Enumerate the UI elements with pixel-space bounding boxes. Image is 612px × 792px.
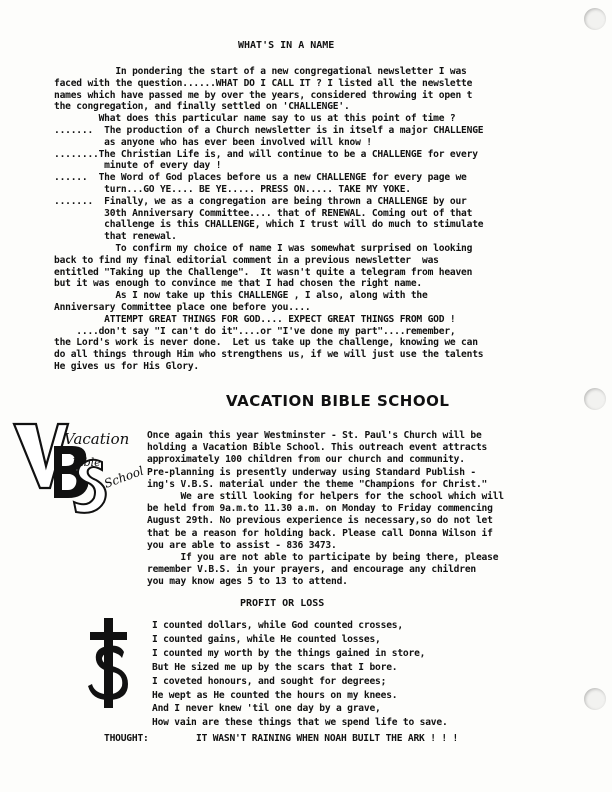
article-line: but it was enough to convince me that I had chosen the right name. bbox=[54, 278, 423, 290]
article-line: back to find my final editorial comment in a previous newsletter was bbox=[54, 254, 439, 266]
article-line: Once again this year Westminster - St. Paul's Church will be bbox=[147, 430, 482, 441]
article-line: We are still looking for helpers for the school which will bbox=[147, 491, 504, 502]
article-line: To confirm my choice of name I was somewhat surprised on looking bbox=[54, 243, 473, 254]
article-line: turn...GO YE.... BE YE..... PRESS ON..... TAKE MY YOKE. bbox=[54, 184, 411, 195]
article-line: ing's V.B.S. material under the theme "Champions for Christ." bbox=[147, 478, 488, 490]
article-line: If you are not able to participate by being there, please bbox=[147, 552, 499, 563]
article-line: 30th Anniversary Committee.... that of RENEWAL. Coming out of that bbox=[54, 207, 473, 219]
punch-hole-middle bbox=[584, 388, 606, 410]
poem-line: I coveted honours, and sought for degrees; bbox=[152, 675, 387, 687]
article-line: ....... Finally, we as a congregation are being thrown a CHALLENGE by our bbox=[54, 195, 467, 207]
article-line: that be a reason for holding back. Please call Donna Wilson if bbox=[147, 527, 493, 539]
article-line: ....don't say "I can't do it"....or "I've done my part"....remember, bbox=[54, 325, 456, 337]
article-line: faced with the question......WHAT DO I CALL IT ? I listed all the newslette bbox=[54, 77, 473, 89]
article-title-vbs: VACATION BIBLE SCHOOL bbox=[226, 392, 450, 410]
article-line: be held from 9a.m.to 11.30 a.m. on Monday to Friday commencing bbox=[147, 503, 493, 515]
article-line: Anniversary Committee place one before you.... bbox=[54, 302, 311, 313]
dollar-cross-icon bbox=[84, 618, 134, 708]
poem-line: I counted gains, while He counted losses, bbox=[152, 633, 381, 645]
article-line: that renewal. bbox=[54, 231, 177, 243]
article-line: approximately 100 children from our church and community. bbox=[147, 454, 465, 466]
article-line: He gives us for His Glory. bbox=[54, 361, 199, 372]
article-line: ...... The Word of God places before us a new CHALLENGE for every page we bbox=[54, 172, 467, 184]
article-line: challenge is this CHALLENGE, which I trust will do much to stimulate bbox=[54, 219, 484, 231]
poem-line: I counted dollars, while God counted crosses, bbox=[152, 620, 403, 631]
poem-line: But He sized me up by the scars that I bore. bbox=[152, 661, 398, 673]
poem-line: How vain are these things that we spend life to save. bbox=[152, 717, 448, 729]
article-line: As I now take up this CHALLENGE , I also, along with the bbox=[54, 290, 428, 302]
vbs-logo bbox=[10, 416, 160, 516]
article-line: Pre-planning is presently underway using Standard Publish - bbox=[147, 466, 476, 478]
article-line: you are able to assist - 836 3473. bbox=[147, 539, 337, 551]
punch-hole-top bbox=[584, 8, 606, 30]
article-line: the congregation, and finally settled on 'CHALLENGE'. bbox=[54, 101, 350, 113]
article-line: minute of every day ! bbox=[54, 160, 222, 172]
article-line: do all things through Him who strengthens us, if we will just use the talents bbox=[54, 349, 484, 361]
article-line: remember V.B.S. in your prayers, and encourage any children bbox=[147, 564, 476, 576]
thought-label: THOUGHT: bbox=[104, 733, 149, 744]
article-line: In pondering the start of a new congregational newsletter I was bbox=[54, 66, 467, 77]
article-line: What does this particular name say to us at this point of time ? bbox=[54, 113, 456, 125]
article-line: holding a Vacation Bible School. This outreach event attracts bbox=[147, 442, 488, 454]
article-line: August 29th. No previous experience is necessary,so do not let bbox=[147, 515, 493, 527]
poem-line: And I never knew 'til one day by a grave, bbox=[152, 703, 381, 715]
thought-text: IT WASN'T RAINING WHEN NOAH BUILT THE ARK ! ! ! bbox=[196, 733, 459, 744]
article-line: as anyone who has ever been involved will know ! bbox=[54, 136, 372, 148]
poem-title: PROFIT OR LOSS bbox=[240, 598, 325, 609]
poem-line: He wept as He counted the hours on my knees. bbox=[152, 689, 398, 701]
vbs-school-script: School bbox=[102, 463, 146, 491]
article-line: ATTEMPT GREAT THINGS FOR GOD.... EXPECT GREAT THINGS FROM GOD ! bbox=[54, 313, 456, 325]
article-line: ....... The production of a Church newsletter is in itself a major CHALLENGE bbox=[54, 125, 484, 136]
article-title-whats-in-a-name: WHAT'S IN A NAME bbox=[238, 40, 335, 51]
article-line: the Lord's work is never done. Let us take up the challenge, knowing we can bbox=[54, 337, 478, 349]
vbs-v-text: V bbox=[10, 416, 11, 417]
vbs-bible-script: Bible bbox=[72, 456, 101, 469]
article-line: entitled "Taking up the Challenge". It wasn't quite a telegram from heaven bbox=[54, 266, 473, 278]
punch-hole-bottom bbox=[584, 688, 606, 710]
vbs-vacation-script: Vacation bbox=[64, 430, 130, 448]
poem-line: I counted my worth by the things gained in store, bbox=[152, 647, 426, 659]
article-line: you may know ages 5 to 13 to attend. bbox=[147, 576, 348, 588]
article-line: ........The Christian Life is, and will continue to be a CHALLENGE for every bbox=[54, 148, 478, 160]
article-line: names which have passed me by over the years, considered throwing it open t bbox=[54, 89, 473, 101]
